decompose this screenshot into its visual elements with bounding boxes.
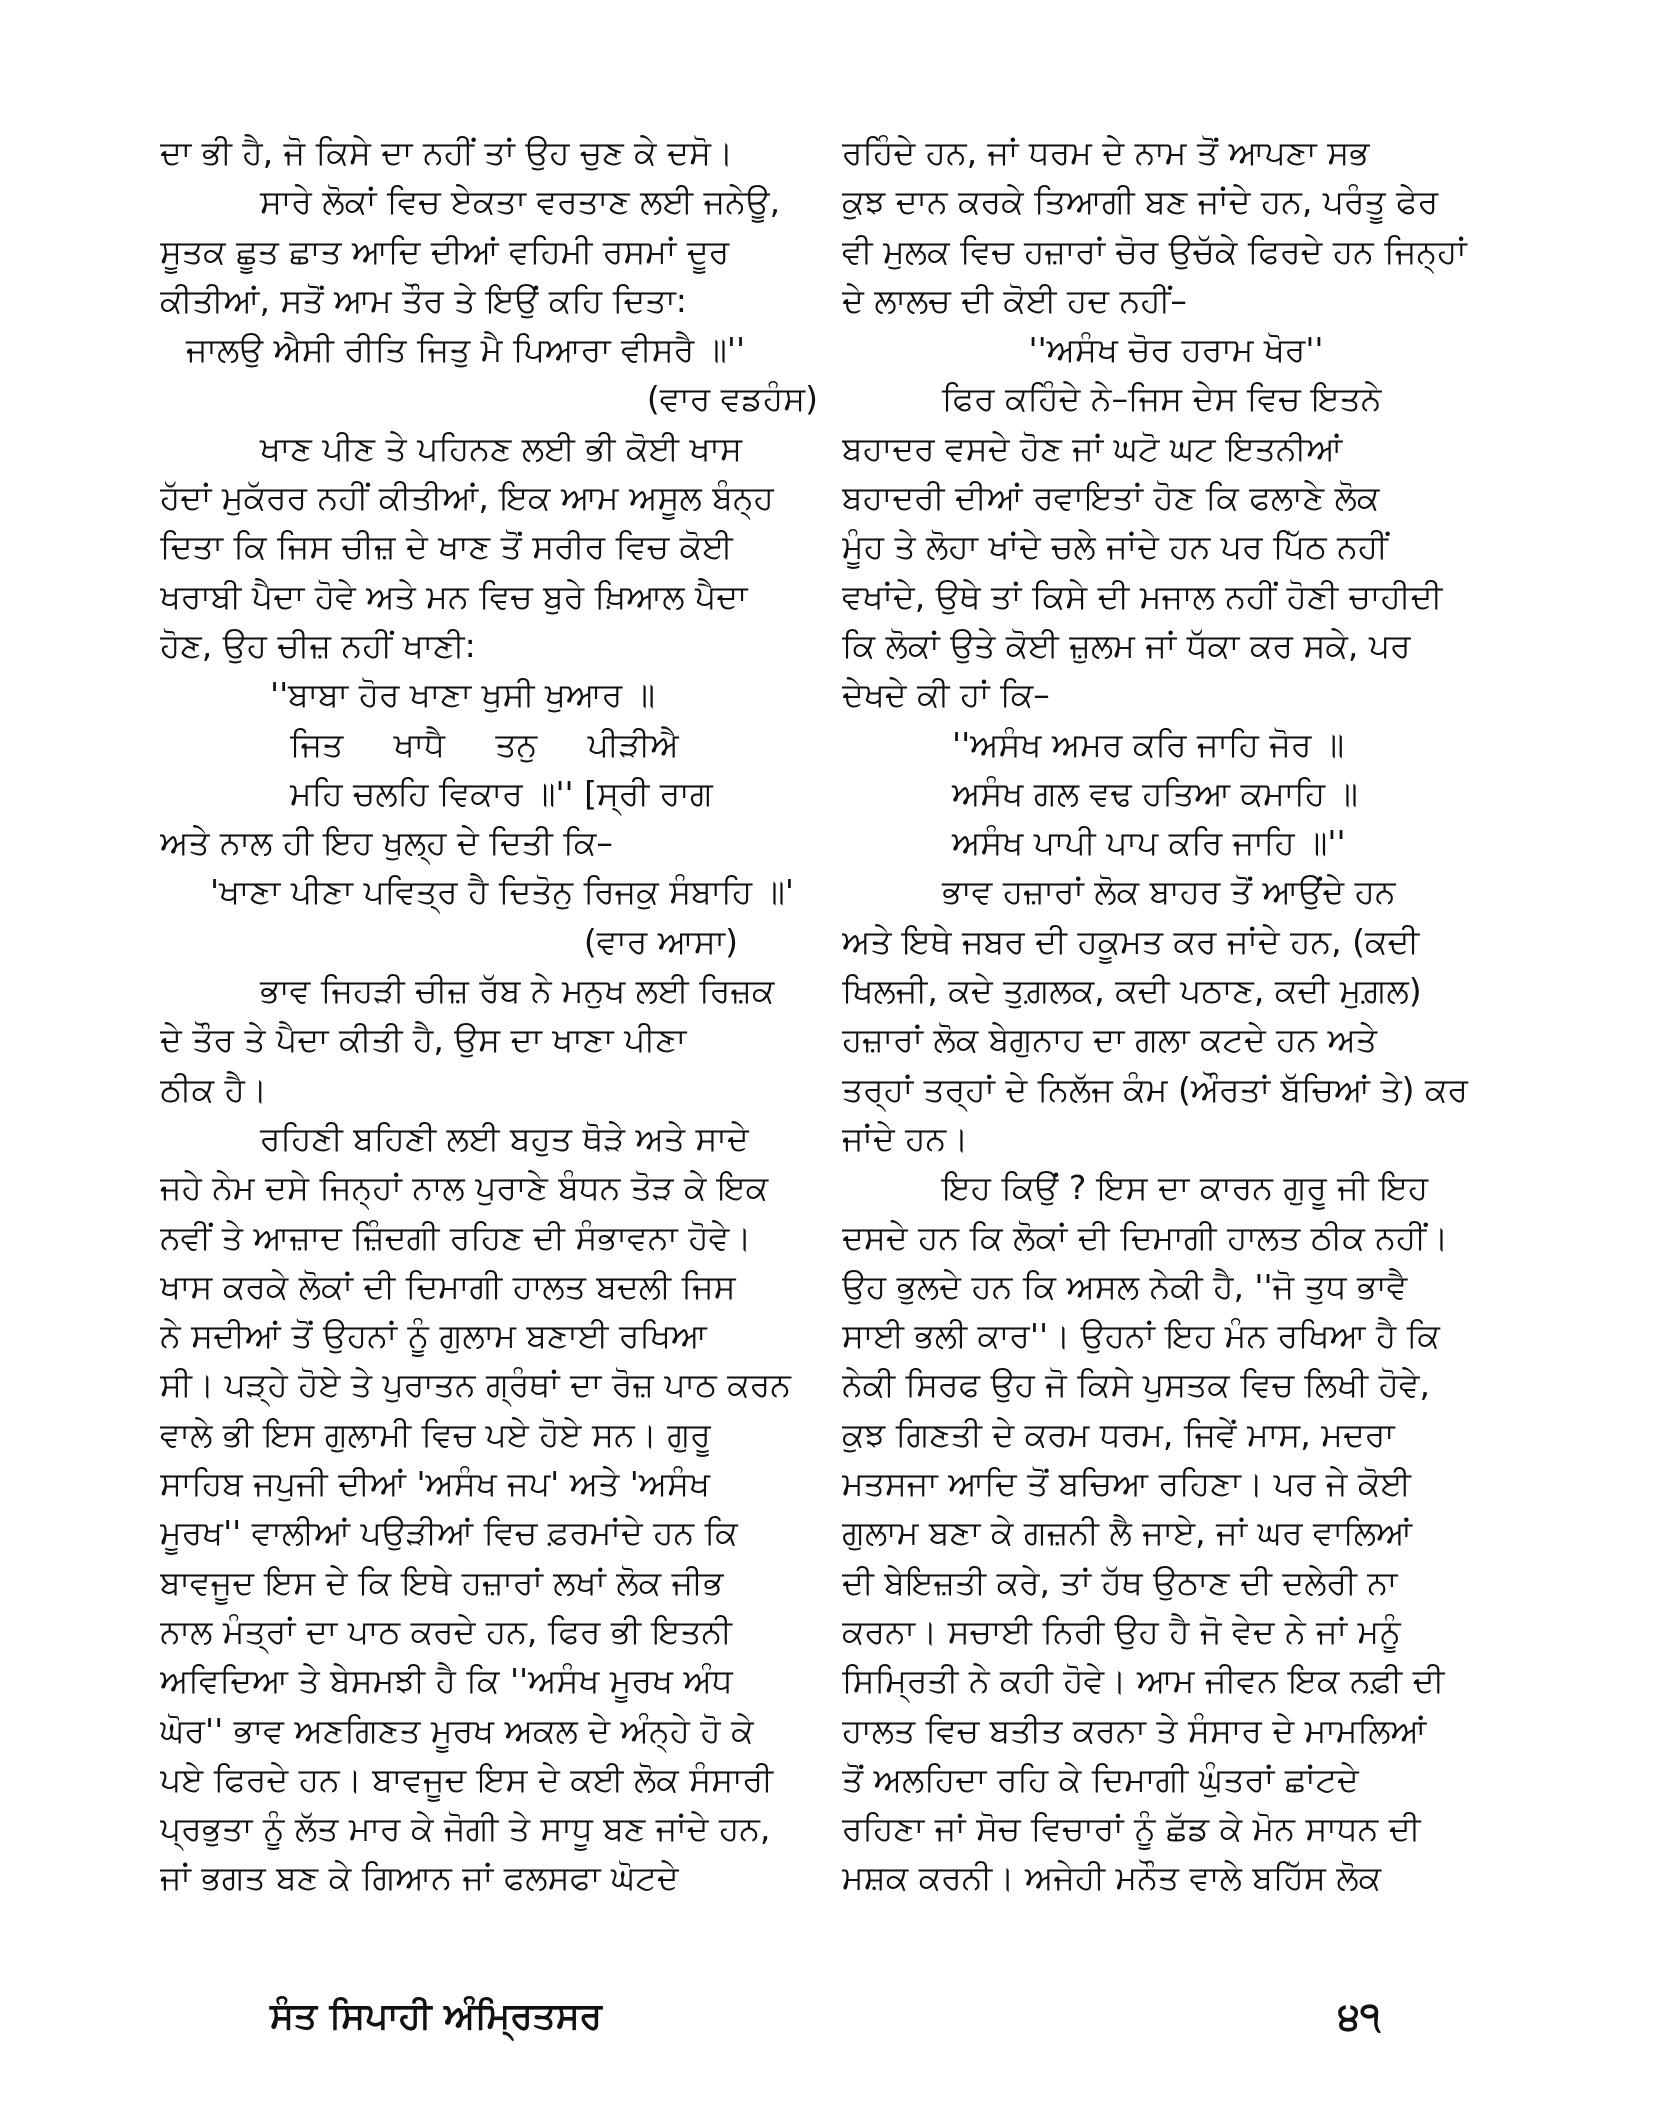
text-line: ਕੁਝ ਗਿਣਤੀ ਦੇ ਕਰਮ ਧਰਮ, ਜਿਵੇਂ ਮਾਸ, ਮਦਰਾ [842, 1414, 1395, 1454]
text-line: ਠੀਕ ਹੈ। [160, 1069, 268, 1109]
text-line: ਨਾਲ ਮੰਤ੍ਰਾਂ ਦਾ ਪਾਠ ਕਰਦੇ ਹਨ, ਫਿਰ ਭੀ ਇਤਨੀ [160, 1611, 732, 1651]
text-line: ਨੇਕੀ ਸਿਰਫ ਉਹ ਜੋ ਕਿਸੇ ਪੁਸਤਕ ਵਿਚ ਲਿਖੀ ਹੋਵੇ, [842, 1365, 1430, 1405]
text-line: ਖਰਾਬੀ ਪੈਦਾ ਹੋਵੇ ਅਤੇ ਮਨ ਵਿਚ ਬੁਰੇ ਖ਼ਿਆਲ ਪੈਦਾ [160, 576, 748, 616]
text-line: ਕਿ ਲੋਕਾਂ ਉਤੇ ਕੋਈ ਜ਼ੁਲਮ ਜਾਂ ਧੱਕਾ ਕਰ ਸਕੇ, ਪਰ [842, 625, 1411, 665]
citation: (ਵਾਰ ਆਸਾ) [583, 921, 738, 961]
text-line: ਜਾਂਦੇ ਹਨ। [842, 1118, 969, 1158]
verse-line: 'ਖਾਣਾ ਪੀਣਾ ਪਵਿਤ੍ਰ ਹੈ ਦਿਤੋਨੁ ਰਿਜਕੁ ਸੰਬਾਹਿ ॥' [210, 872, 794, 912]
text-line: ਸਾਈ ਭਲੀ ਕਾਰ''। ਉਹਨਾਂ ਇਹ ਮੰਨ ਰਖਿਆ ਹੈ ਕਿ [842, 1316, 1440, 1356]
verse-line: ''ਅਸੰਖ ਅਮਰ ਕਰਿ ਜਾਹਿ ਜੋਰ ॥ [952, 724, 1345, 764]
text-line: ਉਹ ਭੁਲਦੇ ਹਨ ਕਿ ਅਸਲ ਨੇਕੀ ਹੈ, ''ਜੋ ਤੁਧ ਭਾਵੈ [842, 1266, 1408, 1306]
text-line: ਭਾਵ ਜਿਹੜੀ ਚੀਜ਼ ਰੱਬ ਨੇ ਮਨੁਖ ਲਈ ਰਿਜ਼ਕ [260, 971, 775, 1011]
text-line: ਮੂੰਹ ਤੇ ਲੋਹਾ ਖਾਂਦੇ ਚਲੇ ਜਾਂਦੇ ਹਨ ਪਰ ਪਿੱਠ ਨਹੀਂ [842, 527, 1388, 567]
text-line: ਨੇ ਸਦੀਆਂ ਤੋਂ ਉਹਨਾਂ ਨੂੰ ਗੁਲਾਮ ਬਣਾਈ ਰਖਿਆ [160, 1316, 707, 1356]
text-line: ਘੋਰ'' ਭਾਵ ਅਣਗਿਣਤ ਮੂਰਖ ਅਕਲ ਦੇ ਅੰਨ੍ਹੇ ਹੋ ਕੇ [160, 1710, 754, 1750]
text-line: ਦੇਖਦੇ ਕੀ ਹਾਂ ਕਿ– [842, 675, 1050, 715]
text-line: ਸਾਰੇ ਲੋਕਾਂ ਵਿਚ ਏਕਤਾ ਵਰਤਾਣ ਲਈ ਜਨੇਊ, [260, 182, 781, 222]
text-line: ਮਸ਼ਕ ਕਰਨੀ। ਅਜੇਹੀ ਮਨੌਤ ਵਾਲੇ ਬਹਿੱਸ ਲੋਕ [842, 1858, 1382, 1898]
text-line: ਅਤੇ ਇਥੇ ਜਬਰ ਦੀ ਹਕੂਮਤ ਕਰ ਜਾਂਦੇ ਹਨ, (ਕਦੀ [842, 921, 1420, 961]
text-line: ਭਾਵ ਹਜ਼ਾਰਾਂ ਲੋਕ ਬਾਹਰ ਤੋਂ ਆਉਂਦੇ ਹਨ [942, 872, 1396, 912]
text-line: ਬਾਵਜੂਦ ਇਸ ਦੇ ਕਿ ਇਥੇ ਹਜ਼ਾਰਾਂ ਲਖਾਂ ਲੋਕ ਜੀਭ [160, 1562, 724, 1602]
text-line: ਗੁਲਾਮ ਬਣਾ ਕੇ ਗਜ਼ਨੀ ਲੈ ਜਾਏ, ਜਾਂ ਘਰ ਵਾਲਿਆਂ [842, 1513, 1413, 1553]
text-line: ਦਾ ਭੀ ਹੈ, ਜੋ ਕਿਸੇ ਦਾ ਨਹੀਂ ਤਾਂ ਉਹ ਚੁਣ ਕੇ ਦਸੋ। [160, 133, 734, 172]
verse-line: ਅਸੰਖ ਗਲ ਵਢ ਹਤਿਆ ਕਮਾਹਿ ॥ [952, 773, 1358, 813]
text-line: ਫਿਰ ਕਹਿੰਦੇ ਨੇ–ਜਿਸ ਦੇਸ ਵਿਚ ਇਤਨੇ [942, 379, 1382, 419]
text-line: ਸਿਮ੍ਰਿਤੀ ਨੇ ਕਹੀ ਹੋਵੇ। ਆਮ ਜੀਵਨ ਇਕ ਨਫ਼ੀ ਦੀ [842, 1661, 1445, 1701]
text-line: ਰਹਿਣੀ ਬਹਿਣੀ ਲਈ ਬਹੁਤ ਥੋੜੇ ਅਤੇ ਸਾਦੇ [260, 1118, 749, 1158]
text-line: ਕੀਤੀਆਂ, ਸਤੋਂ ਆਮ ਤੌਰ ਤੇ ਇਉਂ ਕਹਿ ਦਿਤਾ: [160, 280, 687, 320]
text-line: ਵੀ ਮੁਲਕ ਵਿਚ ਹਜ਼ਾਰਾਂ ਚੋਰ ਉਚੱਕੇ ਫਿਰਦੇ ਹਨ ਜਿਨ੍ਹਾਂ [842, 231, 1467, 271]
text-line: ਅਵਿਦਿਆ ਤੇ ਬੇਸਮਝੀ ਹੈ ਕਿ ''ਅਸੰਖ ਮੂਰਖ ਅੰਧ [160, 1661, 733, 1701]
text-line: ਦਿਤਾ ਕਿ ਜਿਸ ਚੀਜ਼ ਦੇ ਖਾਣ ਤੋਂ ਸਰੀਰ ਵਿਚ ਕੋਈ [160, 527, 733, 567]
verse-line: ਜਿਤ ਖਾਧੈ ਤਨੁ ਪੀੜੀਐ [290, 724, 679, 764]
text-line: ਇਹ ਕਿਉਂ ? ਇਸ ਦਾ ਕਾਰਨ ਗੁਰੂ ਜੀ ਇਹ [942, 1168, 1429, 1208]
text-line: ਮਤਸਜਾ ਆਦਿ ਤੋਂ ਬਚਿਆ ਰਹਿਣਾ। ਪਰ ਜੇ ਕੋਈ [842, 1464, 1412, 1504]
text-line: ਦੇ ਲਾਲਚ ਦੀ ਕੋਈ ਹਦ ਨਹੀਂ– [842, 280, 1187, 320]
text-line: ਅਤੇ ਨਾਲ ਹੀ ਇਹ ਖੁਲ੍ਹ ਦੇ ਦਿਤੀ ਕਿ– [160, 823, 613, 863]
text-line: ਨਵੀਂ ਤੇ ਆਜ਼ਾਦ ਜ਼ਿੰਦਗੀ ਰਹਿਣ ਦੀ ਸੰਭਾਵਨਾ ਹੋਵੇ। [160, 1217, 752, 1257]
text-line: ਸੀ। ਪੜ੍ਹੇ ਹੋਏ ਤੇ ਪੁਰਾਤਨ ਗ੍ਰੰਥਾਂ ਦਾ ਰੋਜ਼ ਪਾਠ ਕਰਨ [160, 1365, 791, 1405]
text-line: ਹੋਣ, ਉਹ ਚੀਜ਼ ਨਹੀਂ ਖਾਣੀ: [160, 625, 476, 665]
verse-line: ''ਬਾਬਾ ਹੋਰ ਖਾਣਾ ਖੁਸੀ ਖੁਆਰ ॥ [270, 675, 656, 715]
verse-line: ਜਾਲਉ ਐਸੀ ਰੀਤਿ ਜਿਤੁ ਮੈ ਪਿਆਰਾ ਵੀਸਰੈ ॥'' [186, 330, 746, 370]
text-line: ਹਾਲਤ ਵਿਚ ਬਤੀਤ ਕਰਨਾ ਤੇ ਸੰਸਾਰ ਦੇ ਮਾਮਲਿਆਂ [842, 1710, 1427, 1750]
text-line: ਦਸਦੇ ਹਨ ਕਿ ਲੋਕਾਂ ਦੀ ਦਿਮਾਗੀ ਹਾਲਤ ਠੀਕ ਨਹੀਂ। [842, 1217, 1449, 1257]
text-line: ਜਾਂ ਭਗਤ ਬਣ ਕੇ ਗਿਆਨ ਜਾਂ ਫਲਸਫਾ ਘੋਟਦੇ [160, 1858, 679, 1898]
text-line: ਕੁਝ ਦਾਨ ਕਰਕੇ ਤਿਆਗੀ ਬਣ ਜਾਂਦੇ ਹਨ, ਪਰੰਤੂ ਫੇਰ [842, 182, 1439, 222]
text-line: ਮੂਰਖ'' ਵਾਲੀਆਂ ਪਉੜੀਆਂ ਵਿਚ ਫ਼ਰਮਾਂਦੇ ਹਨ ਕਿ [160, 1513, 738, 1553]
verse-line: ਮਹਿ ਚਲਹਿ ਵਿਕਾਰ ॥'' [ਸ੍ਰੀ ਰਾਗ [290, 773, 713, 813]
text-line: ਰਹਿੰਦੇ ਹਨ, ਜਾਂ ਧਰਮ ਦੇ ਨਾਮ ਤੋਂ ਆਪਣਾ ਸਭ [842, 133, 1370, 172]
text-line: ਸੂਤਕ ਛੂਤ ਛਾਤ ਆਦਿ ਦੀਆਂ ਵਹਿਮੀ ਰਸਮਾਂ ਦੂਰ [160, 231, 730, 271]
verse-line: ''ਅਸੰਖ ਚੋਰ ਹਰਾਮ ਖੋਰ'' [1028, 330, 1324, 370]
text-line: ਤੋਂ ਅਲਹਿਦਾ ਰਹਿ ਕੇ ਦਿਮਾਗੀ ਘੁੰਤਰਾਂ ਛਾਂਟਦੇ [842, 1759, 1359, 1799]
text-line: ਸਾਹਿਬ ਜਪੁਜੀ ਦੀਆਂ 'ਅਸੰਖ ਜਪ' ਅਤੇ 'ਅਸੰਖ [160, 1464, 711, 1504]
left-text-column [160, 128, 828, 1903]
text-line: ਕਰਨਾ। ਸਚਾਈ ਨਿਰੀ ਉਹ ਹੈ ਜੋ ਵੇਦ ਨੇ ਜਾਂ ਮਨੂੰ [842, 1611, 1401, 1651]
text-line: ਖਾਣ ਪੀਣ ਤੇ ਪਹਿਨਣ ਲਈ ਭੀ ਕੋਈ ਖਾਸ [260, 428, 742, 468]
text-line: ਬਹਾਦਰ ਵਸਦੇ ਹੋਣ ਜਾਂ ਘਟੋ ਘਟ ਇਤਨੀਆਂ [842, 428, 1343, 468]
text-line: ਹਜ਼ਾਰਾਂ ਲੋਕ ਬੇਗੁਨਾਹ ਦਾ ਗਲਾ ਕਟਦੇ ਹਨ ਅਤੇ [842, 1020, 1378, 1060]
text-line: ਵਾਲੇ ਭੀ ਇਸ ਗੁਲਾਮੀ ਵਿਚ ਪਏ ਹੋਏ ਸਨ। ਗੁਰੂ [160, 1414, 711, 1454]
text-line: ਖਾਸ ਕਰਕੇ ਲੋਕਾਂ ਦੀ ਦਿਮਾਗੀ ਹਾਲਤ ਬਦਲੀ ਜਿਸ [160, 1266, 736, 1306]
text-line: ਤਰ੍ਹਾਂ ਤਰ੍ਹਾਂ ਦੇ ਨਿਲੱਜ ਕੰਮ (ਔਰਤਾਂ ਬੱਚਿਆਂ ਤੇ) ਕਰ [842, 1069, 1468, 1109]
text-line: ਜਹੇ ਨੇਮ ਦਸੇ ਜਿਨ੍ਹਾਂ ਨਾਲ ਪੁਰਾਣੇ ਬੰਧਨ ਤੋੜ ਕੇ ਇਕ [160, 1168, 769, 1208]
text-line: ਬਹਾਦਰੀ ਦੀਆਂ ਰਵਾਇਤਾਂ ਹੋਣ ਕਿ ਫਲਾਣੇ ਲੋਕ [842, 478, 1380, 518]
page-number: ੪੧ [1338, 1994, 1381, 2038]
verse-line: ਅਸੰਖ ਪਾਪੀ ਪਾਪ ਕਰਿ ਜਾਹਿ ॥'' [952, 823, 1346, 863]
citation: (ਵਾਰ ਵਡਹੰਸ) [646, 379, 818, 419]
text-line: ਖਿਲਜੀ, ਕਦੇ ਤੁਗ਼ਲਕ, ਕਦੀ ਪਠਾਣ, ਕਦੀ ਮੁਗ਼ਲ) [842, 971, 1422, 1011]
text-line: ਪ੍ਰਭੁਤਾ ਨੂੰ ਲੱਤ ਮਾਰ ਕੇ ਜੋਗੀ ਤੇ ਸਾਧੂ ਬਣ ਜਾਂਦੇ ਹਨ, [160, 1809, 771, 1849]
text-line: ਵਖਾਂਦੇ, ਉਥੇ ਤਾਂ ਕਿਸੇ ਦੀ ਮਜਾਲ ਨਹੀਂ ਹੋਣੀ ਚਾਹੀਦੀ [842, 576, 1443, 616]
text-line: ਦੇ ਤੌਰ ਤੇ ਪੈਦਾ ਕੀਤੀ ਹੈ, ਉਸ ਦਾ ਖਾਣਾ ਪੀਣਾ [160, 1020, 687, 1060]
text-line: ਪਏ ਫਿਰਦੇ ਹਨ। ਬਾਵਜੂਦ ਇਸ ਦੇ ਕਈ ਲੋਕ ਸੰਸਾਰੀ [160, 1759, 774, 1799]
text-line: ਰਹਿਣਾ ਜਾਂ ਸੋਚ ਵਿਚਾਰਾਂ ਨੂੰ ਛੱਡ ਕੇ ਮੋਨ ਸਾਧਨ ਦੀ [842, 1809, 1421, 1849]
text-line: ਹੱਦਾਂ ਮੁਕੱਰਰ ਨਹੀਂ ਕੀਤੀਆਂ, ਇਕ ਆਮ ਅਸੂਲ ਬੰਨ੍ਹ [160, 478, 774, 518]
right-text-column [842, 128, 1510, 1903]
text-line: ਦੀ ਬੇਇਜ਼ਤੀ ਕਰੇ, ਤਾਂ ਹੱਥ ਉਠਾਣ ਦੀ ਦਲੇਰੀ ਨਾ [842, 1562, 1398, 1602]
footer-publication-title: ਸੰਤ ਸਿਪਾਹੀ ਅੰਮ੍ਰਿਤਸਰ [270, 1996, 603, 2037]
